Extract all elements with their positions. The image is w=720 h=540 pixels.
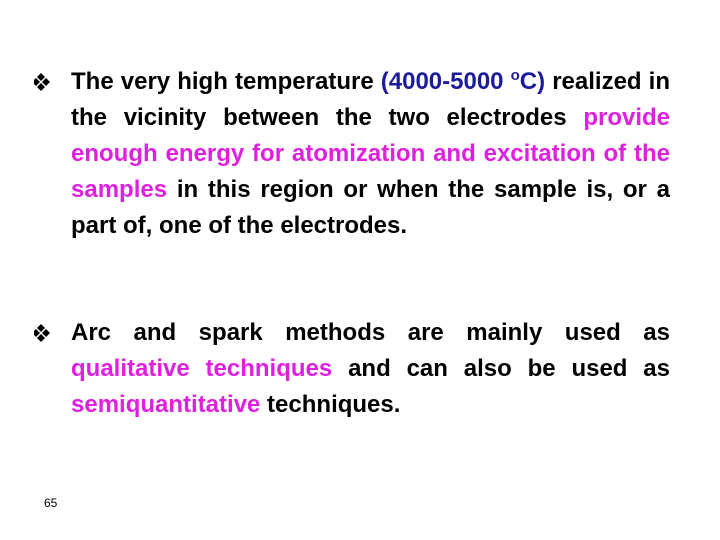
text-segment: and can also be used as — [332, 355, 670, 382]
text-segment: techniques. — [260, 391, 401, 418]
degree-superscript: o — [510, 67, 520, 84]
semiquantitative-highlight: semiquantitative — [71, 391, 261, 418]
temperature-range-highlight: (4000-5000 — [380, 68, 511, 95]
text-segment: The very high temperature — [71, 68, 381, 95]
bullet-text — [71, 315, 670, 423]
bullet-item — [34, 64, 670, 244]
bullet-item — [34, 315, 670, 423]
atomization-highlight: provide enough energy for atomization and excitation of the samples — [71, 104, 670, 203]
text-segment: Arc and spark methods are mainly used as — [71, 319, 670, 346]
four-diamond-bullet-icon — [34, 323, 62, 343]
qualitative-highlight: qualitative techniques — [71, 355, 333, 382]
four-diamond-bullet-icon — [34, 72, 62, 92]
text-segment: in this region or when the sample is, or a part of, one of the electrodes. — [71, 176, 670, 239]
bullet-text — [71, 64, 670, 244]
celsius-unit-highlight: C) — [519, 68, 546, 95]
text-segment: realized in the vicinity between the two electrodes — [71, 68, 671, 131]
page-number: 65 — [44, 496, 58, 510]
